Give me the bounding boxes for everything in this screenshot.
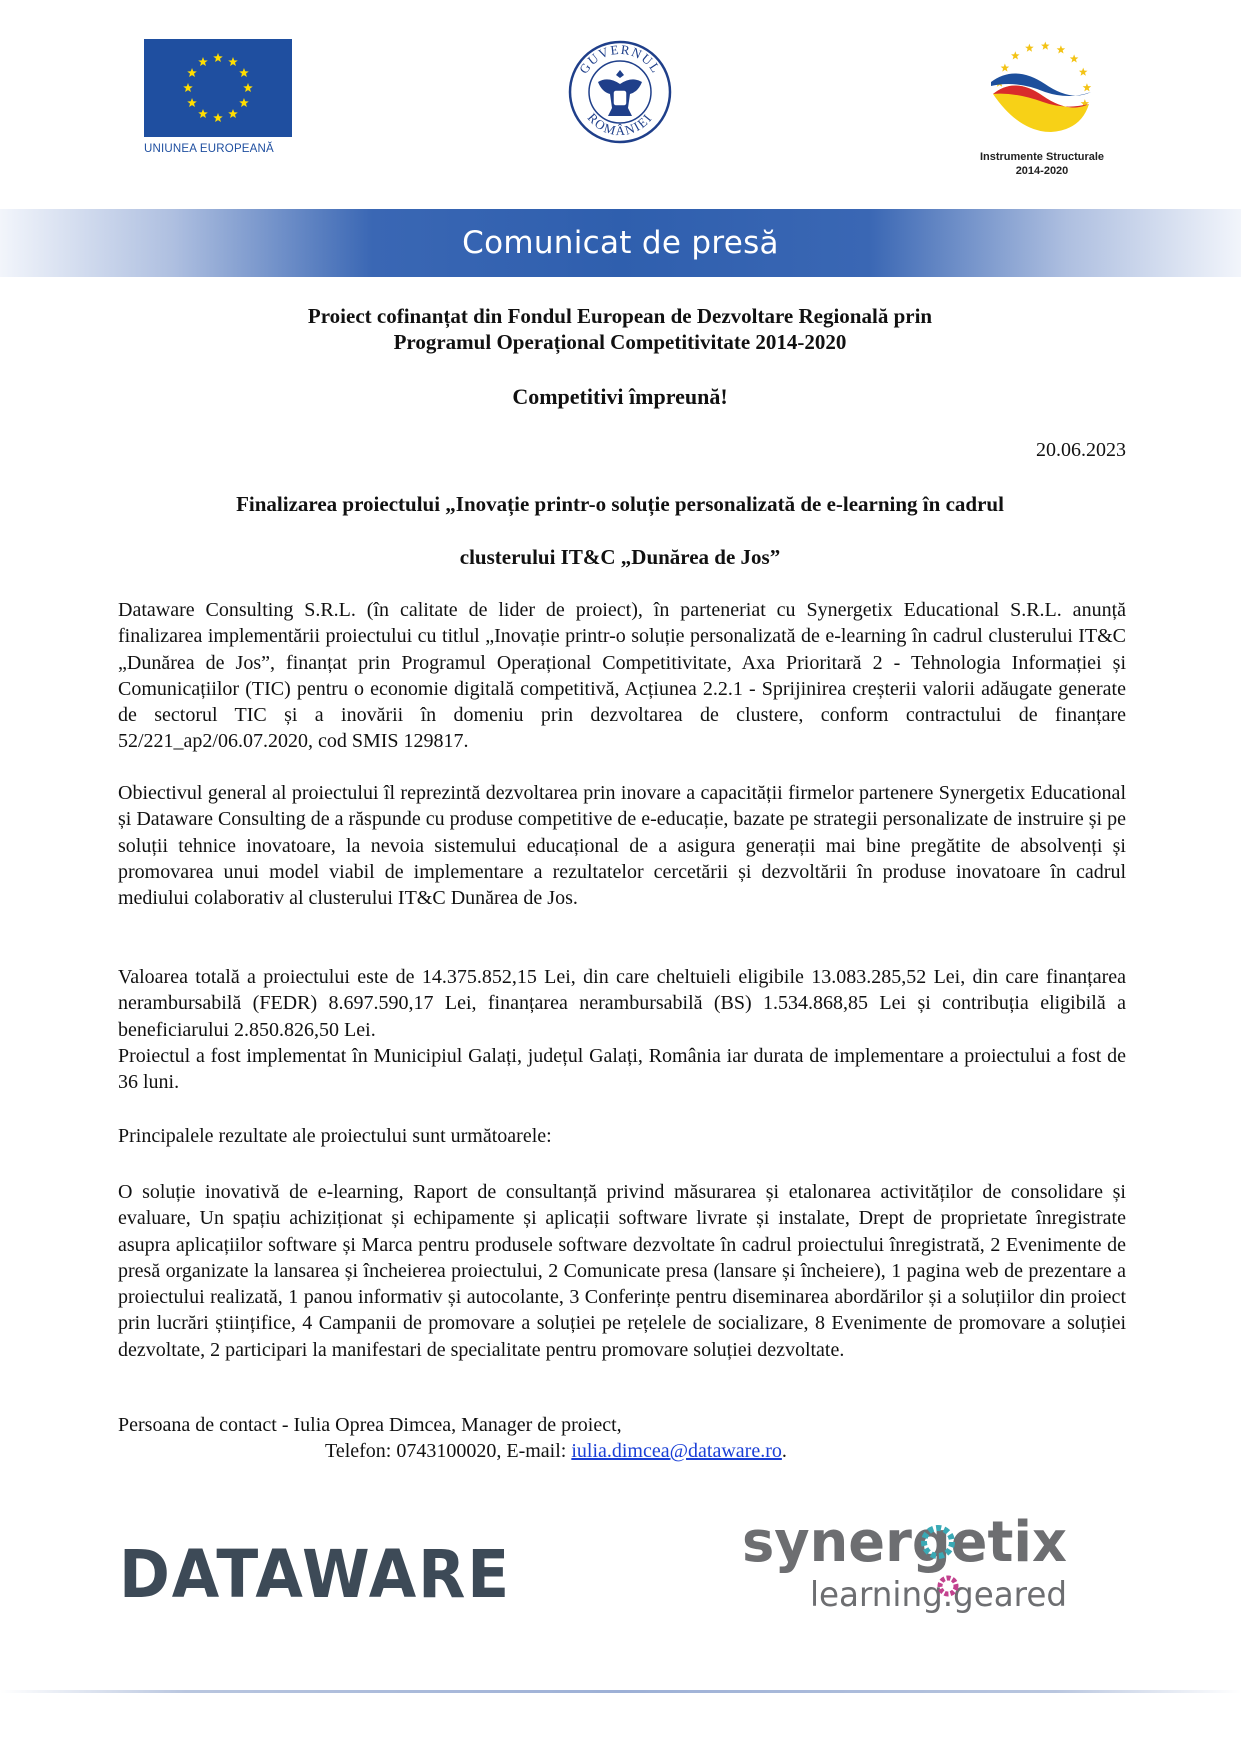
project-title-line-2: clusterului IT&C „Dunărea de Jos” bbox=[459, 545, 781, 569]
press-release-title: Comunicat de presă bbox=[462, 225, 779, 261]
contact-end: . bbox=[781, 1440, 787, 1462]
paragraph-results: O soluție inovativă de e-learning, Raport de consultanță privind măsurarea și etalonarea activităților de consolidare și evaluare, Un spațiu achiziționat și echipamente și aplicații software livrate și instalate, Drept de proprietate înregistrate asupra aplicațiilor software și Marca pentru produsele software dezvoltate în cadrul proiectului înregistrată, 2 Evenimente de presă organizate la lansarea și încheierea proiectului, 2 Comunicate presa (lansare și încheiere), 1 pagina web de prezentare a proiectului realizată, 1 panou informativ și autocolante, 3 Conferințe pentru diseminarea abordărilor și a soluțiilor din proiect prin lucrări științifice, 4 Campanii de promovare a soluției pe rețelele de socializare, 8 Evenimente de promovare a soluției dezvoltate, 2 participari la manifestari de specialitate pentru promovare soluției dezvoltate. bbox=[118, 1181, 1126, 1361]
slogan: Competitivi împreună! bbox=[512, 384, 728, 409]
svg-text:ROMÂNIEI: ROMÂNIEI bbox=[584, 109, 656, 139]
paragraph-objective: Obiectivul general al proiectului îl reprezintă dezvoltarea prin inovare a capacității firmelor partenere Synergetix Educational și Dataware Consulting de a răspunde cu produse competitive de e-educație, bazate pe strategii personalizate de instruire și pe soluții tehnice inovatoare, la nevoia sistemului educațional de a asigura generații mai bine pregătite de absolvenți și promovarea unui model viabil de implementare a rezultatelor cercetării și dezvoltării în produse inovatoare în cadrul mediului colaborativ al clusterului IT&C Dunărea de Jos. bbox=[118, 782, 1126, 910]
paragraph-location: Proiectul a fost implementat în Municipiul Galați, județul Galați, România iar durata de implementare a proiectului a fost de 36 luni. bbox=[118, 1045, 1126, 1094]
funding-line-2: Programul Operațional Competitivitate 2014-2020 bbox=[393, 330, 847, 354]
release-date: 20.06.2023 bbox=[1036, 439, 1126, 461]
structural-instruments-logo-icon bbox=[985, 36, 1097, 154]
contact-email-link[interactable]: iulia.dimcea@dataware.ro bbox=[571, 1440, 782, 1462]
dataware-logo-icon bbox=[119, 1545, 511, 1601]
funding-line-1: Proiect cofinanțat din Fondul European de Dezvoltare Regională prin bbox=[307, 304, 933, 328]
romanian-government-seal-icon bbox=[568, 40, 672, 144]
svg-text:DATAWARE: DATAWARE bbox=[119, 1545, 511, 1601]
svg-text:synergetix: synergetix bbox=[742, 1510, 1067, 1575]
svg-text:learning.geared: learning.geared bbox=[810, 1575, 1067, 1615]
contact-details bbox=[325, 1440, 787, 1463]
contact-phone: Telefon: 0743100020, E-mail: bbox=[325, 1440, 572, 1462]
eu-flag-icon bbox=[144, 39, 292, 137]
structural-instruments-title: Instrumente Structurale bbox=[979, 151, 1105, 163]
structural-instruments-period: 2014-2020 bbox=[1015, 165, 1069, 177]
contact-person: Persoana de contact - Iulia Oprea Dimcea, Manager de proiect, bbox=[118, 1414, 622, 1436]
paragraph-results-intro: Principalele rezultate ale proiectului sunt următoarele: bbox=[118, 1125, 552, 1147]
paragraph-budget: Valoarea totală a proiectului este de 14.375.852,15 Lei, din care cheltuieli eligibile 13.083.285,52 Lei, din care finanțarea nerambursabilă (FEDR) 8.697.590,17 Lei, finanțarea nerambursabilă (BS) 1.534.868,85 Lei și contribuția eligibilă a beneficiarului 2.850.826,50 Lei. bbox=[118, 966, 1126, 1041]
paragraph-announcement: Dataware Consulting S.R.L. (în calitate de lider de proiect), în parteneriat cu Synergetix Educational S.R.L. anunță finalizarea implementării proiectului cu titlul „Inovație printr-o soluție personalizată de e-learning în cadrul clusterului IT&C „Dunărea de Jos”, finanțat prin Programul Operațional Competitivitate, Axa Prioritară 2 - Tehnologia Informației și Comunicațiilor (TIC) pentru o economie digitală competitivă, Acțiunea 2.2.1 - Sprijinirea creșterii valorii adăugate generate de sectorul TIC și a inovării în domeniu prin dezvoltarea de clustere, conform contractului de finanțare 52/221_ap2/06.07.2020, cod SMIS 129817. bbox=[118, 599, 1126, 753]
synergetix-logo-icon bbox=[742, 1506, 1072, 1616]
eu-label: UNIUNEA EUROPEANĂ bbox=[144, 143, 274, 155]
project-title-line-1: Finalizarea proiectului „Inovație printr-o soluție personalizată de e-learning în cadrul bbox=[236, 492, 1004, 516]
footer-divider bbox=[0, 1690, 1241, 1693]
structural-instruments-label bbox=[952, 150, 1132, 178]
svg-text:GUVERNUL: GUVERNUL bbox=[575, 41, 665, 77]
